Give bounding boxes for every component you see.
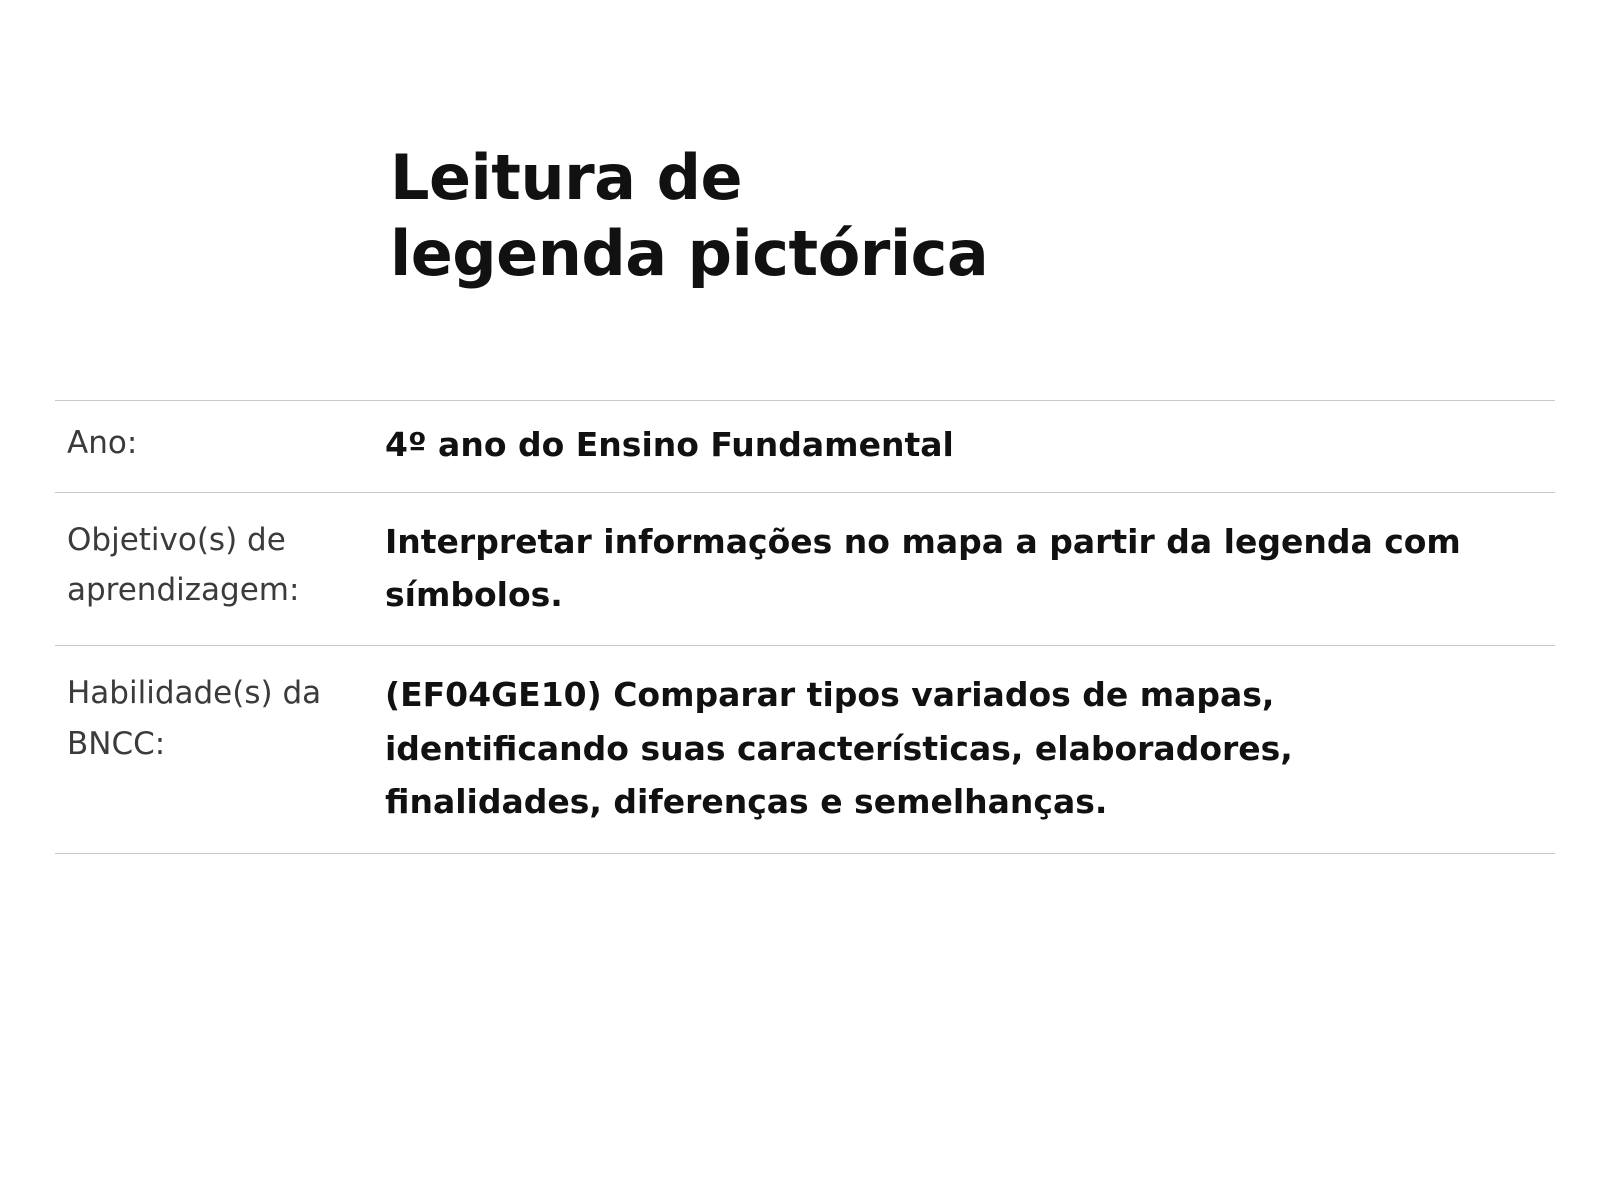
table-row-objetivos	[55, 492, 1555, 646]
row-value-ano: 4º ano do Ensino Fundamental	[385, 425, 954, 464]
table-row-ano	[55, 400, 1555, 492]
row-label-habilidades: Habilidade(s) da BNCC:	[67, 675, 322, 762]
row-label-objetivos: Objetivo(s) de aprendizagem:	[67, 521, 300, 608]
row-value-habilidades: (EF04GE10) Comparar tipos variados de mapas, identificando suas características, elaboradores, finalidades, diferenças e semelhanças.	[385, 675, 1293, 822]
page-title-line-2: legenda pictórica	[390, 216, 989, 290]
row-value-objetivos: Interpretar informações no mapa a partir da legenda com símbolos.	[385, 521, 1461, 614]
page-title	[390, 140, 1510, 291]
page-title-line-1: Leitura de	[390, 141, 743, 214]
lesson-metadata-table	[55, 400, 1555, 854]
table-row-habilidades	[55, 645, 1555, 853]
row-label-ano: Ano:	[67, 425, 138, 461]
